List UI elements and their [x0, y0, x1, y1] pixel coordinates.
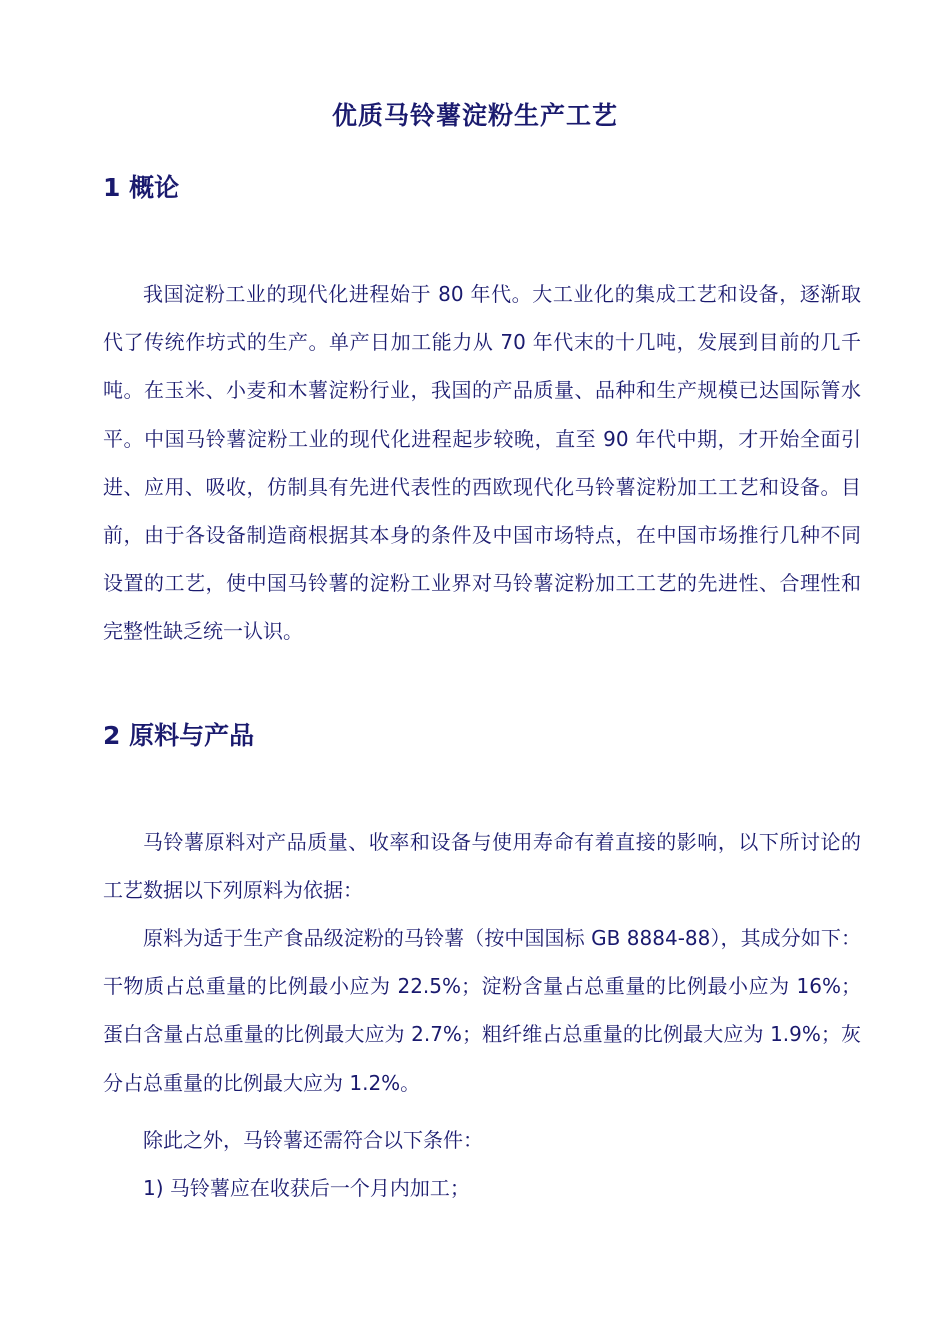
materials-paragraph-conditions: 除此之外，马铃薯还需符合以下条件：: [143, 1128, 483, 1152]
section-heading-materials: 2 原料与产品: [103, 721, 255, 750]
section-heading-overview: 1 概论: [103, 173, 180, 202]
materials-paragraph-intro: 马铃薯原料对产品质量、收率和设备与使用寿命有着直接的影响，以下所讨论的工艺数据以下列原料为依据：: [103, 830, 861, 903]
document-title: 优质马铃薯淀粉生产工艺: [331, 101, 618, 130]
materials-paragraph-composition: 原料为适于生产食品级淀粉的马铃薯（按中国国标 GB 8884-88），其成分如下：干物质占总重量的比例最小应为 22.5%；淀粉含量占总重量的比例最小应为 16%；蛋白含量占总重量的比例最大应为 2.7%；粗纤维占总重量的比例最大应为 1.9%；灰分占总重量的比例最大应为 1.2%。: [103, 926, 861, 1095]
overview-paragraph: 我国淀粉工业的现代化进程始于 80 年代。大工业化的集成工艺和设备，逐渐取代了传统作坊式的生产。单产日加工能力从 70 年代末的十几吨，发展到目前的几千吨。在玉米、小麦和木薯淀粉行业，我国的产品质量、品种和生产规模已达国际箐水平。中国马铃薯淀粉工业的现代化进程起步较晚，直至 90 年代中期，才开始全面引进、应用、吸收，仿制具有先进代表性的西欧现代化马铃薯淀粉加工工艺和设备。目前，由于各设备制造商根据其本身的条件及中国市场特点，在中国市场推行几种不同设置的工艺，使中国马铃薯的淀粉工业界对马铃薯淀粉加工工艺的先进性、合理性和完整性缺乏统一认识。: [103, 282, 861, 644]
materials-list-item-1: 1) 马铃薯应在收获后一个月内加工；: [143, 1176, 470, 1200]
